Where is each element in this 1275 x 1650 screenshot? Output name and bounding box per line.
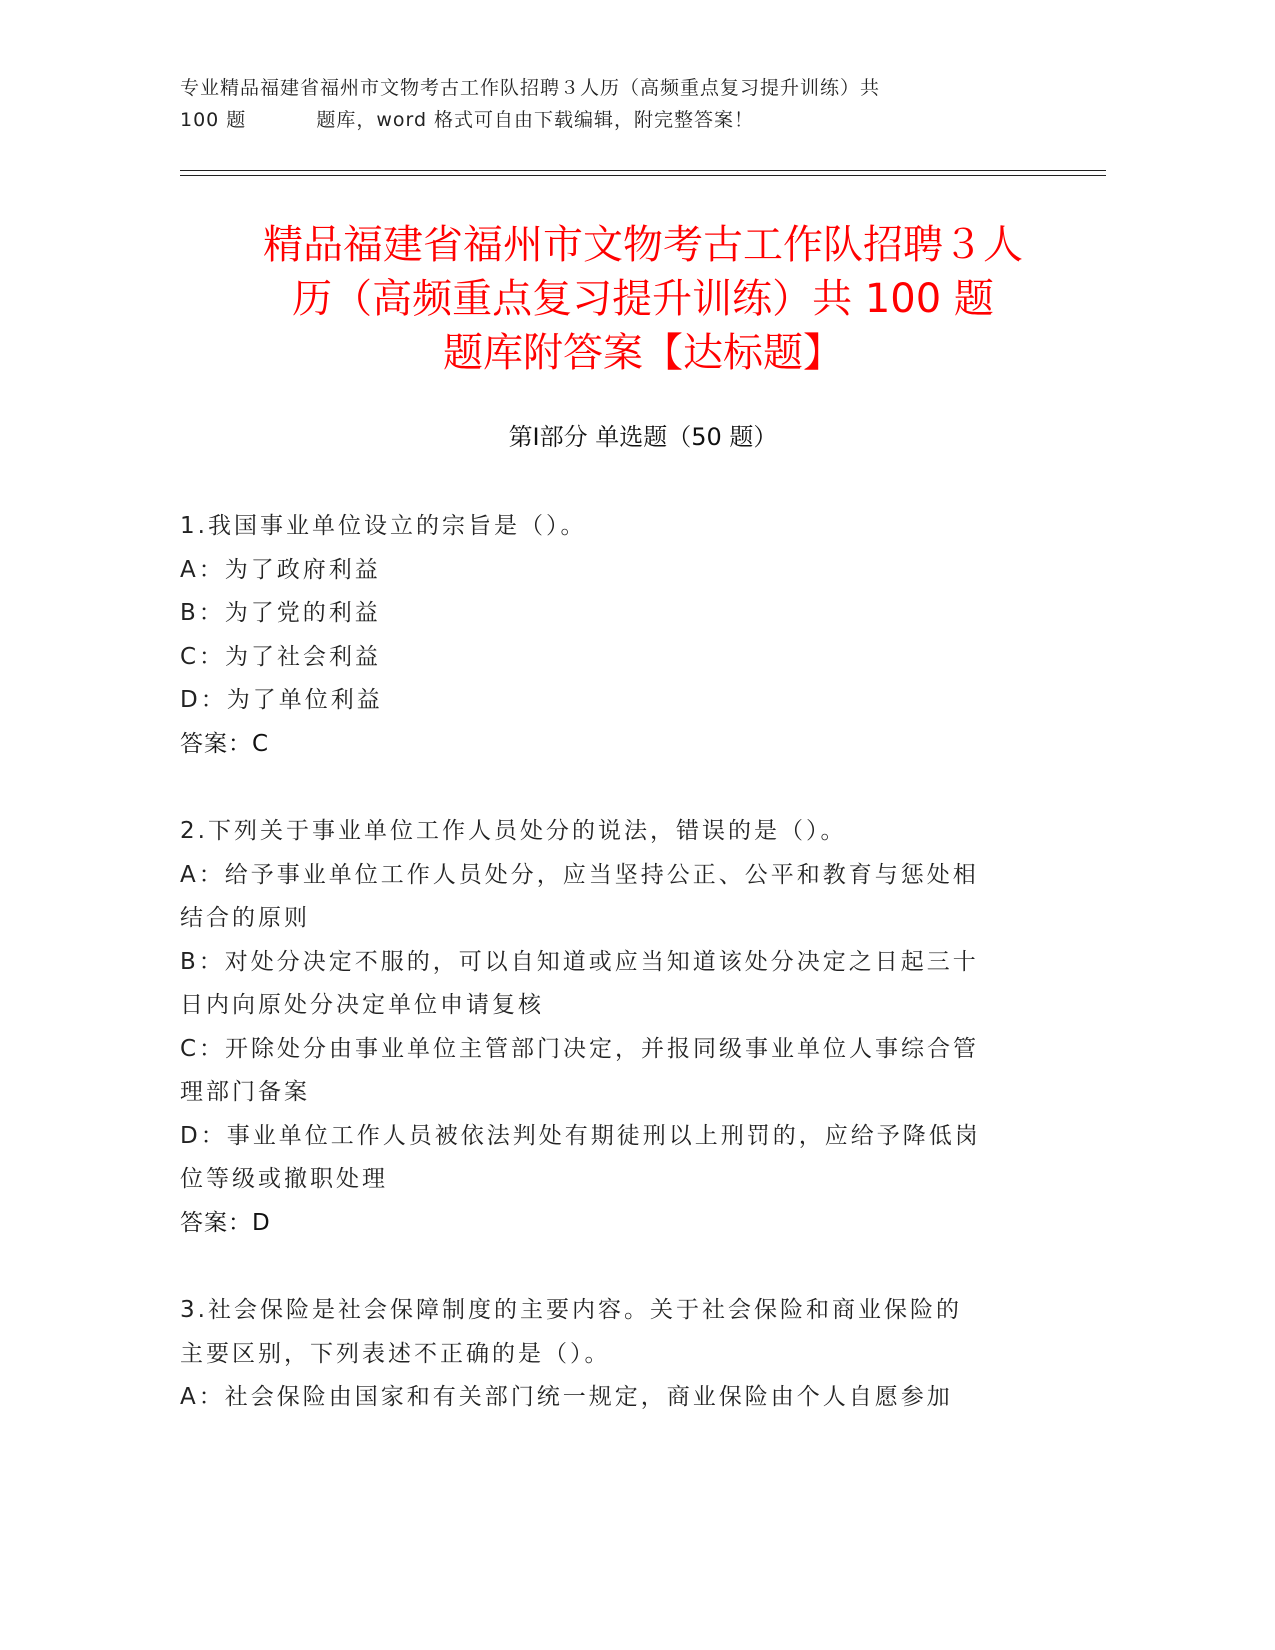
title-line-3: 题库附答案【达标题】 — [443, 330, 843, 376]
title-line-2: 历（高频重点复习提升训练）共 100 题 — [292, 276, 994, 322]
option-d-line-1: D：事业单位工作人员被依法判处有期徒刑以上刑罚的，应给予降低岗 — [180, 1122, 981, 1149]
option-a-line-2: 结合的原则 — [180, 905, 310, 931]
header-gap — [246, 104, 316, 136]
question-list — [180, 505, 1040, 1464]
question-stem-line-2: 主要区别，下列表述不正确的是（）。 — [180, 1340, 611, 1367]
header-line-2 — [180, 104, 1110, 136]
option-c-line-1: C：开除处分由事业单位主管部门决定，并报同级事业单位人事综合管 — [180, 1035, 980, 1062]
option-b-line-2: 日内向原处分决定单位申请复核 — [180, 992, 544, 1018]
option-c: C：为了社会利益 — [180, 643, 382, 670]
title-line-1: 精品福建省福州市文物考古工作队招聘３人 — [263, 222, 1023, 268]
answer: 答案：C — [180, 730, 270, 757]
option-d-line-2: 位等级或撤职处理 — [180, 1166, 388, 1192]
header-format-note: 题库，word 格式可自由下载编辑，附完整答案！ — [316, 109, 755, 131]
question-2 — [180, 810, 1040, 1245]
header-divider-top — [180, 170, 1106, 171]
option-c-line-2: 理部门备案 — [180, 1079, 310, 1105]
question-3 — [180, 1289, 1040, 1420]
answer: 答案：D — [180, 1209, 271, 1236]
header-divider-bottom — [180, 175, 1106, 176]
section-heading: 第Ⅰ部分 单选题（50 题） — [508, 423, 778, 451]
option-b: B：为了党的利益 — [180, 600, 381, 626]
option-b-line-1: B：对处分决定不服的，可以自知道或应当知道该处分决定之日起三十 — [180, 948, 979, 975]
document-header — [180, 72, 1110, 136]
option-a: A：社会保险由国家和有关部门统一规定，商业保险由个人自愿参加 — [180, 1384, 953, 1410]
question-stem: 1.我国事业单位设立的宗旨是（）。 — [180, 513, 587, 539]
question-stem: 2.下列关于事业单位工作人员处分的说法，错误的是（）。 — [180, 818, 847, 844]
question-stem-line-1: 3.社会保险是社会保障制度的主要内容。关于社会保险和商业保险的 — [180, 1297, 962, 1323]
question-1 — [180, 505, 1040, 766]
document-title — [180, 218, 1106, 380]
header-question-count: 100 题 — [180, 109, 247, 131]
header-line-1: 专业精品福建省福州市文物考古工作队招聘３人历（高频重点复习提升训练）共 — [180, 77, 881, 99]
option-d: D：为了单位利益 — [180, 687, 383, 713]
option-a: A：为了政府利益 — [180, 556, 381, 583]
option-a-line-1: A：给予事业单位工作人员处分，应当坚持公正、公平和教育与惩处相 — [180, 861, 979, 888]
